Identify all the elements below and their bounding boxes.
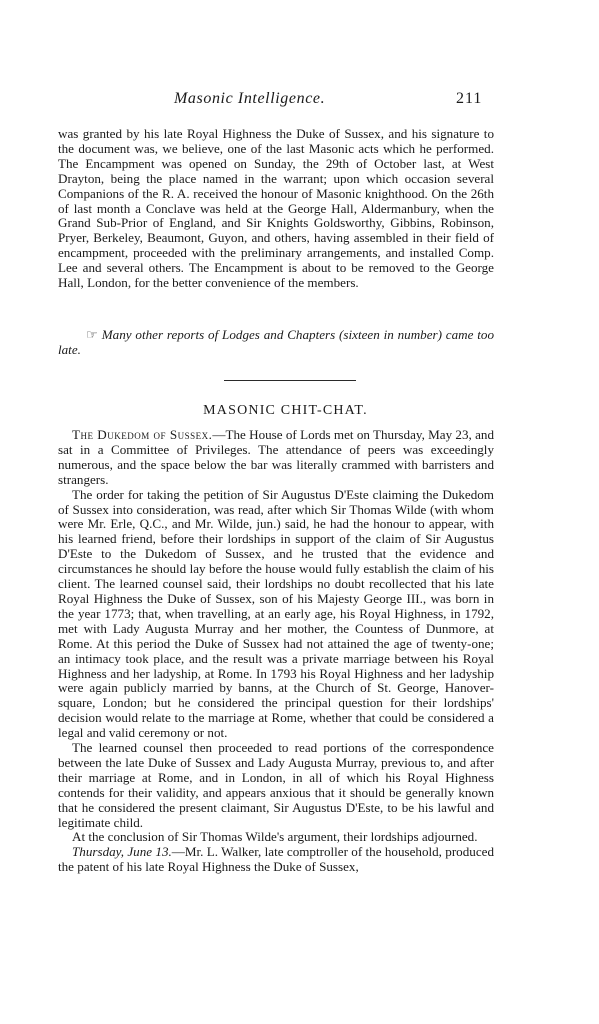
encampment-paragraph: was granted by his late Royal Highness the Duke of Sussex, and his signature to the document was, we believe, one of the last Masonic acts which he performed. The Encampment was opened on Sunday, the 29th of October last, at West Drayton, being the place named in the warrant; upon which occasion several Companions of the R. A. received the honour of Masonic knighthood. On the 26th of last month a Conclave was held at the George Hall, Aldermanbury, when the Grand Sub-Prior of England, and Sir Knights Goldsworthy, Gibbins, Robinson, Pryer, Berkeley, Beaumont, Guyon, and others, having assembled in their field of encampment, proceeded with the preliminary arrangements, and installed Comp. Lee and several others. The Encampment is about to be removed to the George Hall, London, for the better convenience of the members. (58, 126, 494, 291)
dukedom-lead: The Dukedom of Sussex. (72, 427, 213, 442)
dukedom-paragraph (58, 428, 494, 488)
june-date-lead: Thursday, June 13. (72, 844, 172, 860)
adjourned-paragraph: At the conclusion of Sir Thomas Wilde's argument, their lordships adjourned. (72, 829, 478, 845)
petition-paragraph: The order for taking the petition of Sir Augustus D'Este claiming the Dukedom of Sussex into consideration, was read, after which Sir Thomas Wilde (with whom were Mr. Erle, Q.C., and Mr. Wilde, jun.) said, he had the honour to appear, with his learned friend, before their lordships in support of the claim of Sir Augustus D'Este to the Dukedom of Sussex, and he trusted that the evidence and circumstances he should lay before the house would fully establish the claim of his client. The learned counsel said, their lordships no doubt recollected that his late Royal Highness the Duke of Sussex, son of his Majesty George III., was born in the year 1773; that, when travelling, at an early age, his Royal Highness, in 1792, met with Lady Augusta Murray and her mother, the Countess of Dunmore, at Rome. At this period the Duke of Sussex had not attained the age of twenty-one; an intimacy took place, and the result was a private marriage between his Royal Highness and her ladyship, at Rome. In 1793 his Royal Highness and her ladyship were again publicly married by banns, at the Church of St. George, Hanover-square, London; but he considered the principal question for their lordships' decision would relate to the marriage at Rome, whether that could be considered a legal and valid ceremony or not. (58, 486, 494, 741)
section-divider (224, 380, 356, 381)
june-text: —Mr. L. Walker, late comptroller of the household, produced the patent of his late Royal Highness the Duke of Sussex, (58, 844, 494, 875)
encampment-report (58, 127, 494, 291)
late-reports-note (58, 328, 494, 358)
chit-chat-body (58, 428, 494, 875)
late-reports-text: Many other reports of Lodges and Chapters (sixteen in number) came too late. (58, 327, 494, 357)
june-paragraph (58, 845, 494, 875)
running-title: Masonic Intelligence. (174, 90, 326, 107)
chit-chat-heading: MASONIC CHIT-CHAT. (203, 403, 368, 418)
page-number: 211 (456, 90, 483, 107)
pointing-hand-icon: ☞ (86, 327, 98, 342)
section-heading (0, 403, 599, 419)
correspondence-paragraph: The learned counsel then proceeded to read portions of the correspondence between the late Duke of Sussex and Lady Augusta Murray, previous to, and after their marriage at Rome, and in London, in all of which his Royal Highness contends for their validity, and appears anxious that it should be generally known that he considered the present claimant, Sir Augustus D'Este, to be his lawful and legitimate child. (58, 740, 494, 830)
dukedom-text: —The House of Lords met on Thursday, May 23, and sat in a Committee of Privileges. The attendance of peers was exceedingly numerous, and the space below the bar was literally crammed with barristers and strangers. (58, 427, 494, 487)
page-header (0, 90, 599, 110)
